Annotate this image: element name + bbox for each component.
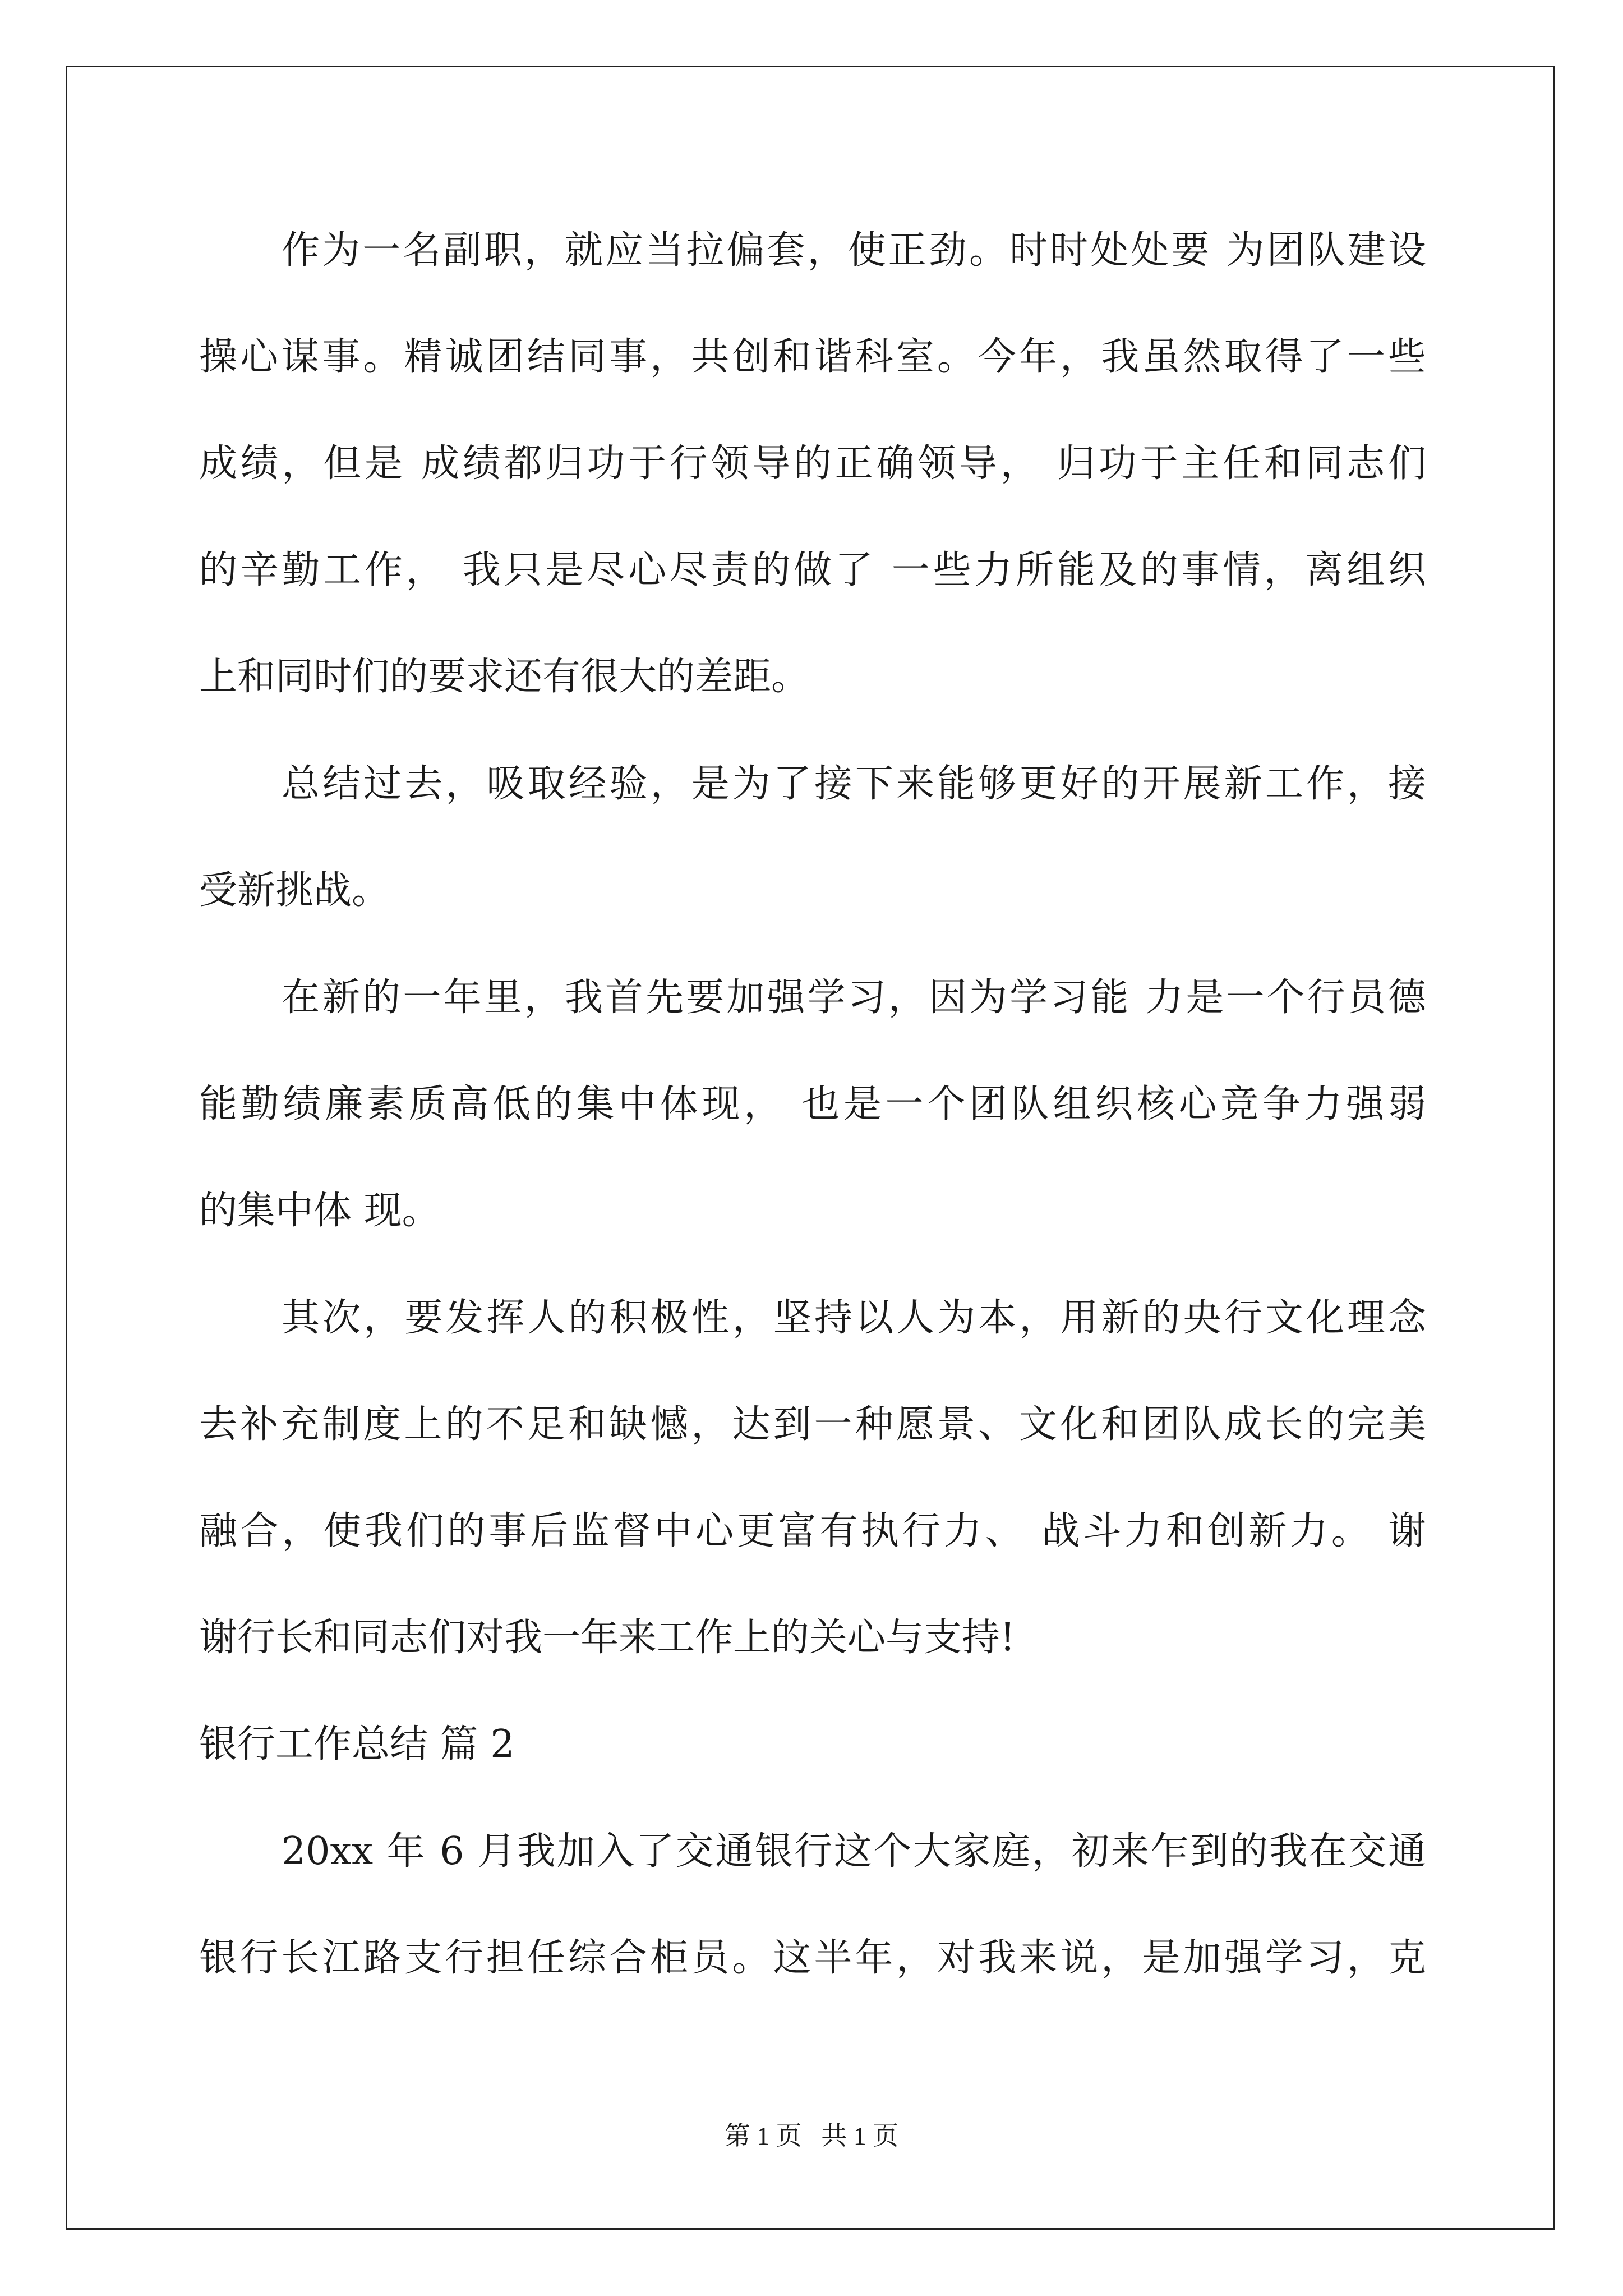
paragraph-4-line-4: 谢行长和同志们对我一年来工作上的关心与支持! (199, 1616, 1016, 1660)
paragraph-1-line-4: 的辛勤工作， 我只是尽心尽责的做了 一些力所能及的事情，离组织 (199, 548, 1426, 592)
section-heading: 银行工作总结 篇 2 (199, 1722, 515, 1766)
paragraph-3-line-2: 能勤绩廉素质高低的集中体现， 也是一个团队组织核心竞争力强弱 (199, 1082, 1426, 1126)
paragraph-5-line-2: 银行长江路支行担任综合柜员。这半年，对我来说，是加强学习，克 (199, 1936, 1426, 1980)
page-footer (0, 2119, 1623, 2153)
paragraph-1-line-3: 成绩，但是 成绩都归功于行领导的正确领导， 归功于主任和同志们 (199, 441, 1426, 486)
paragraph-1-line-2: 操心谋事。精诚团结同事，共创和谐科室。今年，我虽然取得了一些 (199, 335, 1426, 379)
paragraph-4-line-1: 其次，要发挥人的积极性，坚持以人为本，用新的央行文化理念 (282, 1296, 1426, 1340)
paragraph-3-line-3: 的集中体 现。 (199, 1189, 440, 1233)
paragraph-2-line-2: 受新挑战。 (199, 868, 390, 913)
page-border (66, 66, 1555, 2230)
paragraph-2-line-1: 总结过去，吸取经验，是为了接下来能够更好的开展新工作，接 (282, 762, 1426, 806)
paragraph-1-line-5: 上和同时们的要求还有很大的差距。 (199, 655, 810, 699)
paragraph-4-line-3: 融合，使我们的事后监督中心更富有执行力、 战斗力和创新力。 谢 (199, 1509, 1426, 1553)
paragraph-1-line-1: 作为一名副职，就应当拉偏套，使正劲。时时处处要 为团队建设 (282, 228, 1426, 273)
page-number: 第 1 页 共 1 页 (724, 2122, 899, 2150)
paragraph-4-line-2: 去补充制度上的不足和缺憾，达到一种愿景、文化和团队成长的完美 (199, 1402, 1426, 1447)
paragraph-5-line-1: 20xx 年 6 月我加入了交通银行这个大家庭，初来乍到的我在交通 (282, 1829, 1426, 1874)
paragraph-3-line-1: 在新的一年里，我首先要加强学习，因为学习能 力是一个行员德 (282, 976, 1426, 1020)
